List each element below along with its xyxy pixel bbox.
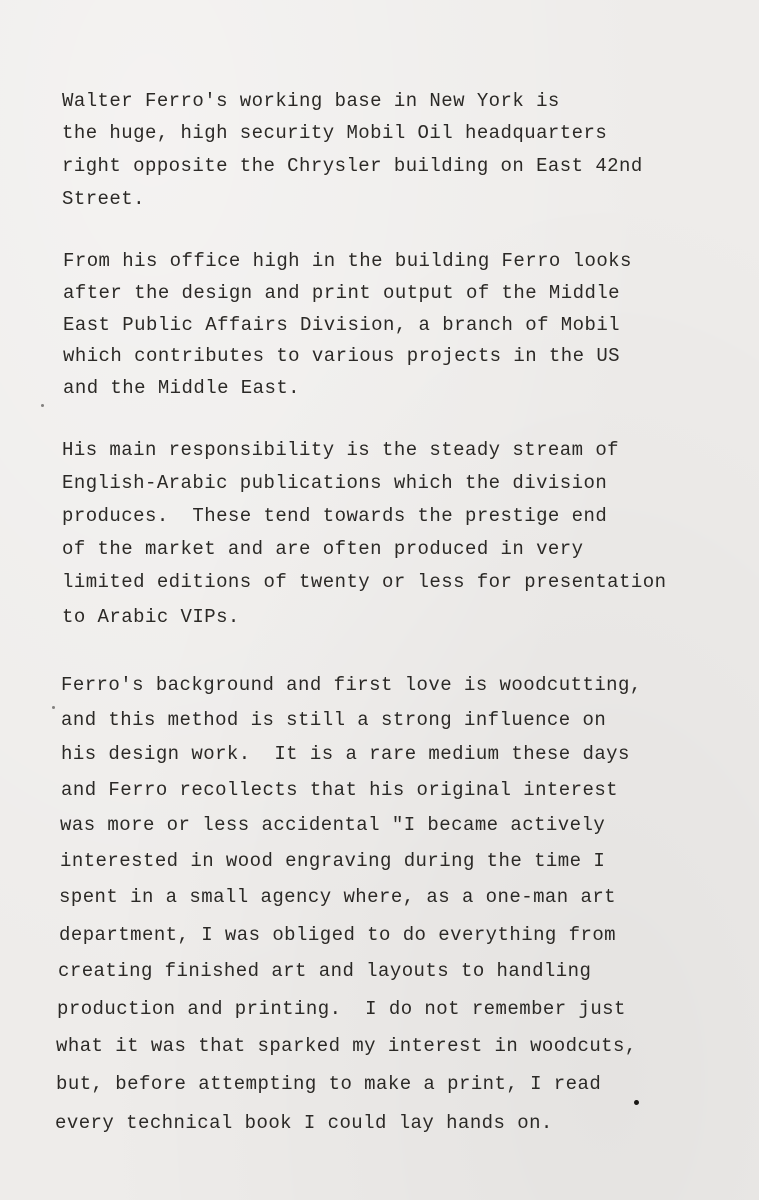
text-line: production and printing. I do not remember just	[57, 998, 626, 1020]
text-line: right opposite the Chrysler building on East 42nd	[62, 155, 643, 177]
ink-speck-mark	[41, 404, 44, 407]
text-line: the huge, high security Mobil Oil headquarters	[62, 122, 608, 144]
text-line: English-Arabic publications which the division	[62, 472, 608, 494]
text-line: after the design and print output of the Middle	[63, 282, 621, 304]
text-line: interested in wood engraving during the time I	[60, 850, 606, 872]
text-line: His main responsibility is the steady stream of	[62, 439, 620, 461]
text-line: of the market and are often produced in very	[62, 538, 584, 560]
text-line: which contributes to various projects in the US	[63, 345, 621, 367]
text-line: Walter Ferro's working base in New York is	[62, 90, 560, 112]
text-line: From his office high in the building Ferro looks	[63, 250, 632, 272]
text-line: Ferro's background and first love is woodcutting,	[61, 674, 642, 696]
ink-speck-mark	[52, 706, 55, 709]
ink-dot-mark	[634, 1100, 639, 1105]
text-line: Street.	[62, 188, 145, 210]
text-line: spent in a small agency where, as a one-man art	[59, 886, 617, 908]
text-line: was more or less accidental "I became actively	[60, 814, 606, 836]
text-line: creating finished art and layouts to handling	[58, 960, 592, 982]
text-line: his design work. It is a rare medium these days	[61, 743, 630, 765]
text-line: to Arabic VIPs.	[62, 606, 240, 628]
text-line: what it was that sparked my interest in woodcuts,	[56, 1035, 637, 1057]
text-line: every technical book I could lay hands on.	[55, 1112, 553, 1134]
text-line: department, I was obliged to do everything from	[59, 924, 617, 946]
text-line: produces. These tend towards the prestige end	[62, 505, 608, 527]
text-line: East Public Affairs Division, a branch of Mobil	[63, 314, 621, 336]
text-line: but, before attempting to make a print, I read	[56, 1073, 602, 1095]
text-line: limited editions of twenty or less for presentation	[62, 571, 667, 593]
text-line: and Ferro recollects that his original interest	[61, 779, 619, 801]
text-line: and the Middle East.	[63, 377, 301, 399]
text-line: and this method is still a strong influence on	[61, 709, 607, 731]
